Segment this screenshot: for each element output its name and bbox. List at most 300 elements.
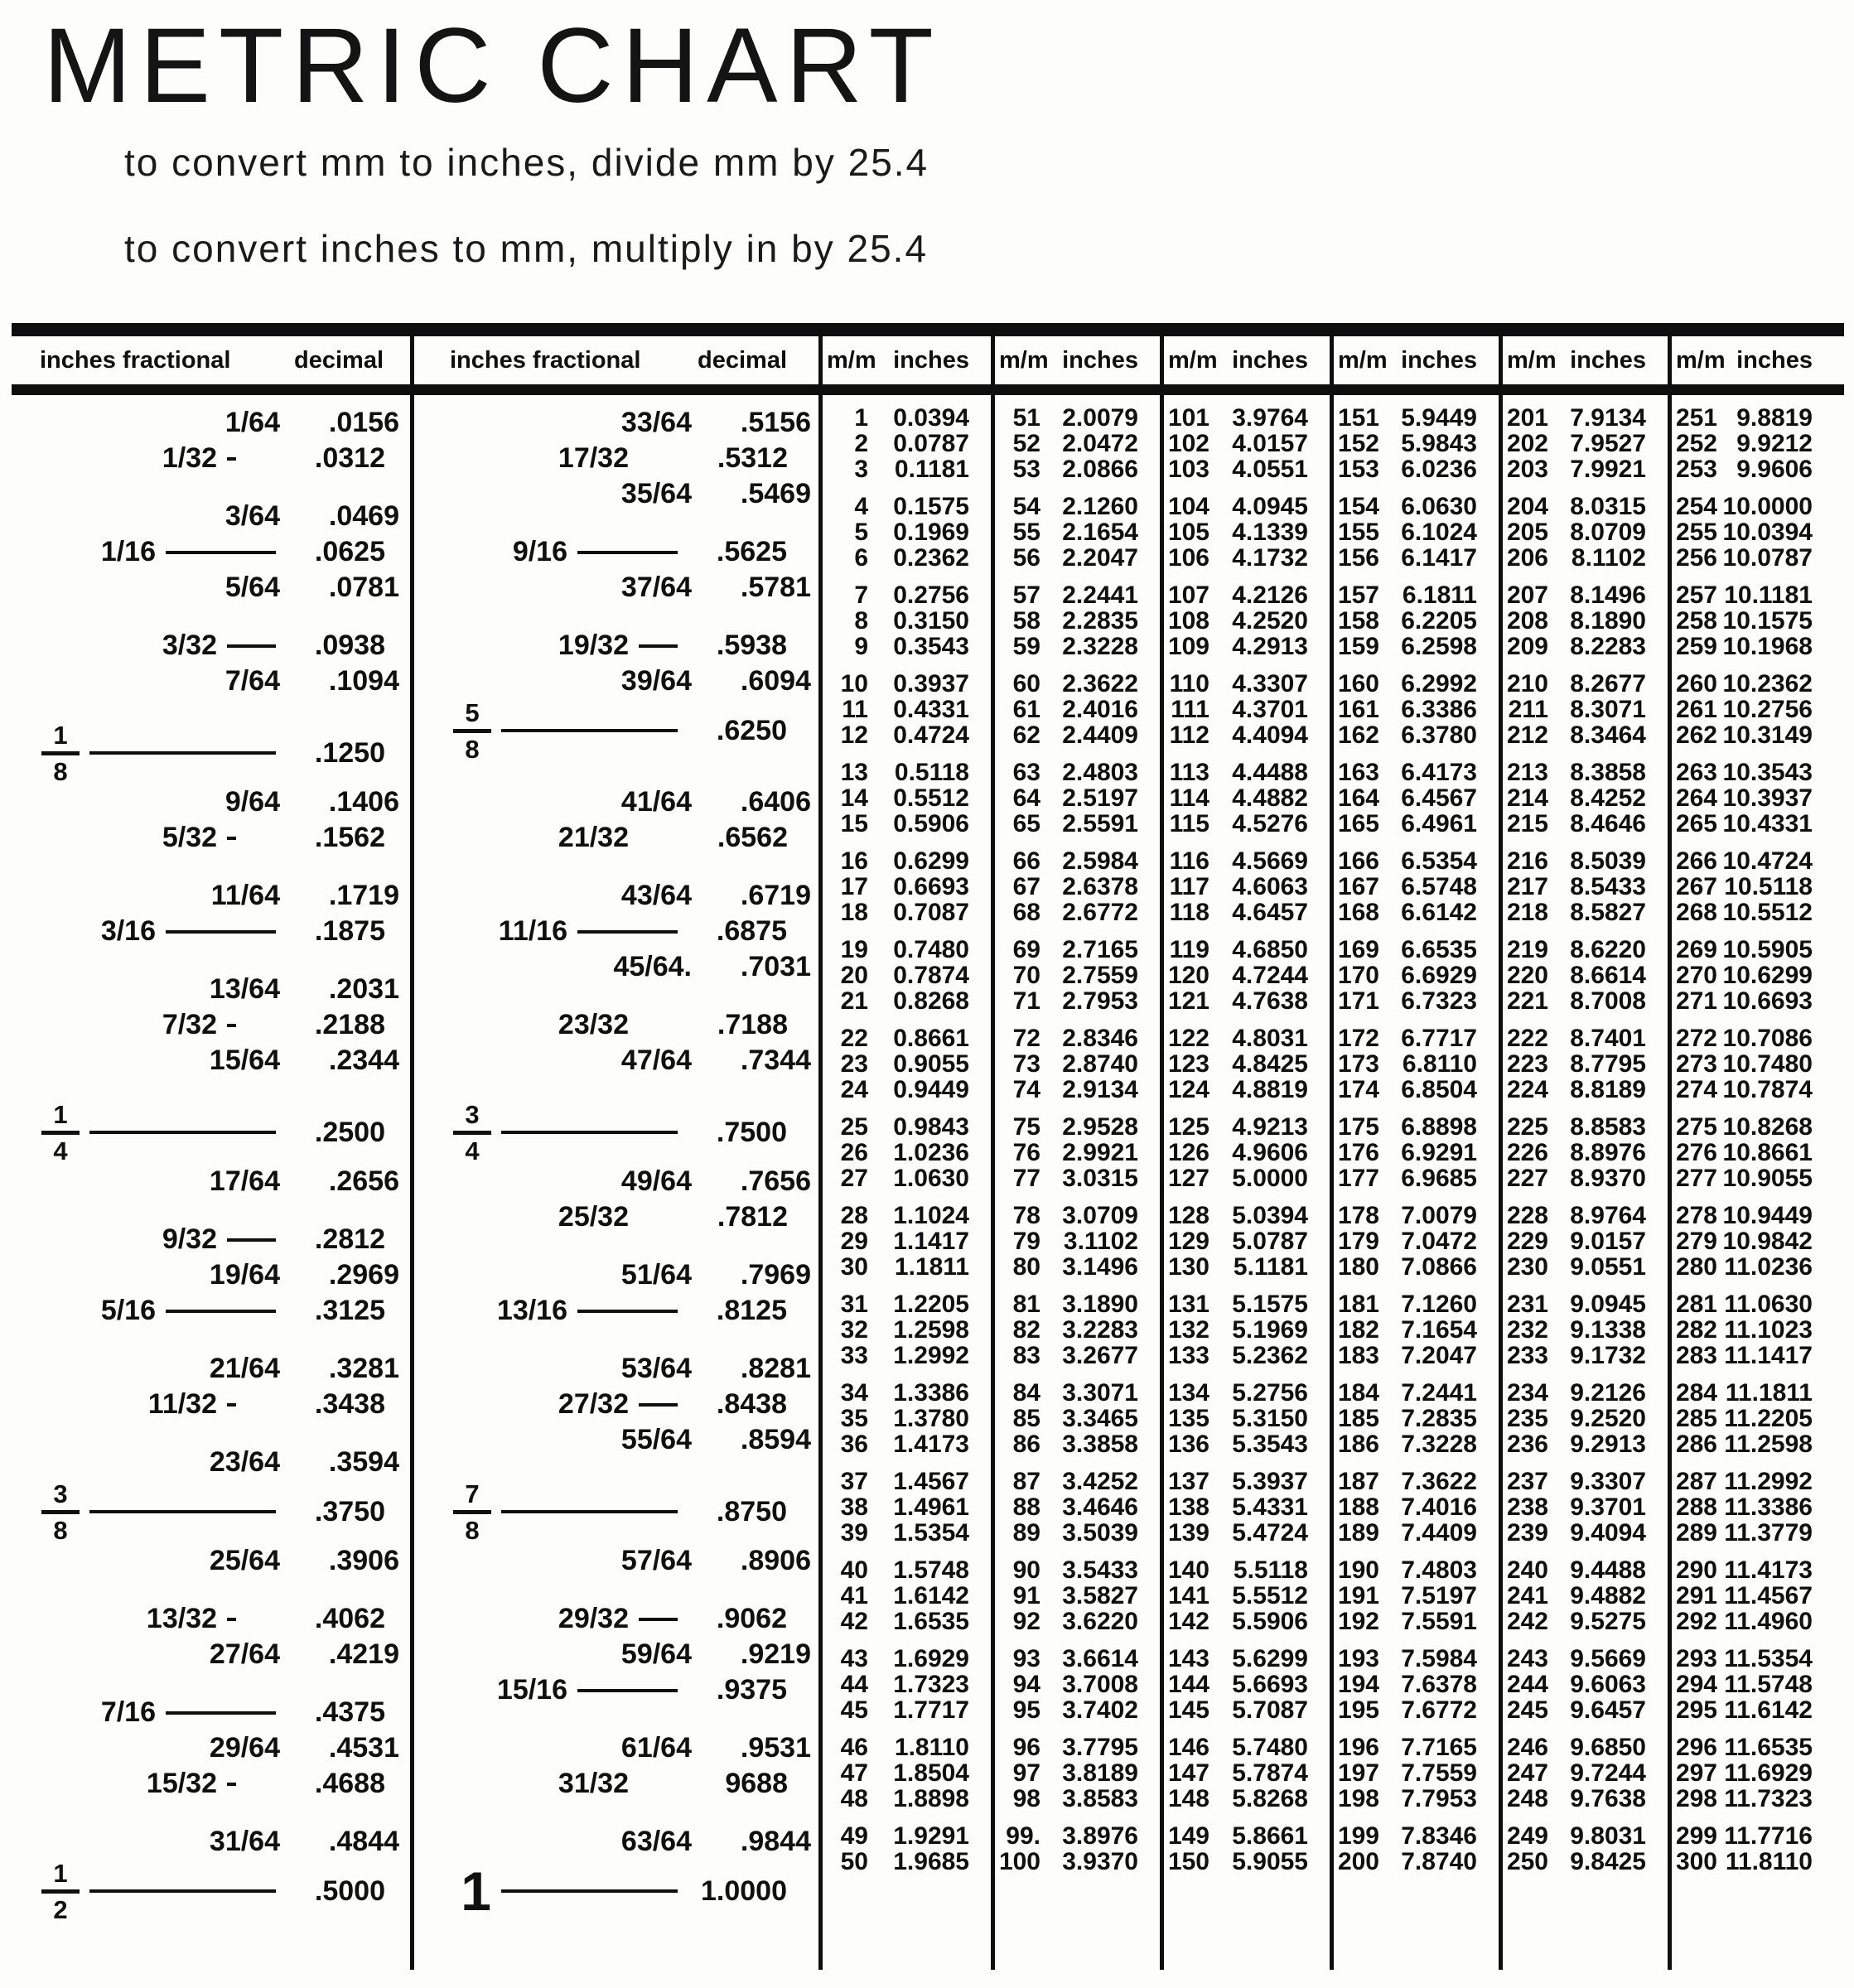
mm-value: 237 (1506, 1467, 1548, 1495)
mm-value: 280 (1675, 1252, 1717, 1281)
mm-value: 201 (1506, 403, 1548, 432)
mm-value: 97 (1012, 1759, 1040, 1787)
mm-group (1161, 671, 1331, 748)
fraction-label: 15/64 (209, 1045, 280, 1076)
header-mm-group (1500, 336, 1669, 384)
mm-value: 4 (854, 492, 868, 520)
mm-row (1500, 1609, 1669, 1634)
inches-value: 0.9843 (893, 1112, 969, 1141)
mm-row (1161, 963, 1331, 988)
mm-value: 12 (840, 721, 868, 749)
mm-group (820, 1735, 992, 1812)
mm-group (820, 1646, 992, 1723)
inches-value: 3.2677 (1062, 1341, 1138, 1369)
mm-value: 263 (1675, 758, 1717, 786)
mm-value: 216 (1506, 847, 1548, 875)
inches-value: 9.8425 (1570, 1847, 1646, 1875)
mm-group (1500, 1203, 1669, 1280)
inches-value: 1.2205 (893, 1290, 969, 1318)
fraction-row (0, 441, 412, 476)
mm-row (1500, 1406, 1669, 1431)
inches-value: 7.3228 (1401, 1430, 1477, 1458)
mm-value: 135 (1167, 1404, 1209, 1432)
inches-value: 5.7087 (1232, 1696, 1308, 1724)
fraction-label: 9/32 (162, 1223, 217, 1255)
mm-value: 291 (1675, 1581, 1717, 1609)
leader-line (639, 644, 678, 648)
mm-row (1331, 1583, 1500, 1609)
mm-row (1669, 1203, 1854, 1228)
fraction-label: 11/64 (210, 880, 280, 911)
mm-row (1500, 848, 1669, 874)
mm-row (1500, 1786, 1669, 1812)
inches-value: 11.4960 (1724, 1607, 1813, 1635)
mm-row (992, 785, 1161, 811)
mm-value: 281 (1675, 1290, 1717, 1318)
mm-value: 1 (854, 403, 868, 432)
mm-value: 115 (1169, 809, 1209, 837)
mm-value: 178 (1337, 1201, 1379, 1229)
mm-row (820, 1380, 992, 1406)
inches-value: 10.1181 (1724, 581, 1813, 609)
mm-group (1331, 1735, 1500, 1812)
mm-value: 50 (840, 1847, 868, 1875)
mm-value: 209 (1506, 632, 1548, 660)
inches-value: 4.4094 (1232, 721, 1308, 749)
fraction-label: 37/64 (620, 572, 692, 603)
mm-row (1669, 1823, 1854, 1849)
stacked-numerator: 1 (53, 1099, 68, 1129)
stacked-fraction (453, 1099, 491, 1165)
mm-row (1331, 634, 1500, 659)
header-mm-group (820, 336, 992, 384)
mm-group (992, 1025, 1161, 1103)
mm-value: 13 (840, 758, 868, 786)
inches-value: 6.9291 (1401, 1138, 1477, 1166)
inches-value: 0.9449 (893, 1075, 969, 1103)
inches-value: 6.0630 (1401, 492, 1477, 520)
mm-row (1669, 874, 1854, 900)
mm-row (820, 874, 992, 900)
inches-value: 11.1417 (1724, 1341, 1813, 1369)
mm-row (1500, 1520, 1669, 1546)
decimal-value: .1875 (314, 915, 385, 947)
mm-row (1161, 1786, 1331, 1812)
mm-row (1161, 1672, 1331, 1697)
mm-row (1500, 545, 1669, 571)
decimal-value: .4688 (314, 1768, 385, 1799)
mm-group (820, 671, 992, 748)
mm-row (1500, 1494, 1669, 1520)
inches-value: 5.3150 (1232, 1404, 1308, 1432)
inches-value: 10.1968 (1722, 632, 1813, 660)
fraction-group (412, 1101, 820, 1235)
mm-row (1669, 405, 1854, 431)
mm-value: 287 (1675, 1467, 1717, 1495)
inches-value: 5.0787 (1232, 1227, 1308, 1255)
mm-group (1331, 1114, 1500, 1191)
inches-value: 3.8976 (1062, 1822, 1138, 1850)
mm-row (1500, 1343, 1669, 1368)
mm-row (1500, 634, 1669, 659)
decimal-value: .0156 (328, 407, 399, 438)
inches-value: 0.5512 (893, 784, 969, 812)
mm-column-1 (820, 405, 992, 1886)
inches-value: 8.8189 (1570, 1075, 1646, 1103)
fraction-row (412, 820, 820, 856)
mm-value: 110 (1169, 669, 1209, 697)
inches-value: 7.5591 (1401, 1607, 1477, 1635)
mm-value: 282 (1675, 1315, 1717, 1344)
inches-value: 5.4331 (1232, 1493, 1308, 1521)
mm-row (1161, 1140, 1331, 1165)
inches-value: 9.9606 (1736, 455, 1813, 483)
inches-value: 0.3543 (893, 632, 969, 660)
mm-value: 15 (840, 809, 868, 837)
mm-value: 233 (1506, 1341, 1548, 1369)
inches-value: 9.2913 (1570, 1430, 1646, 1458)
mm-row (820, 1228, 992, 1254)
inches-value: 0.2756 (893, 581, 969, 609)
leader-line (577, 1689, 678, 1692)
mm-row (992, 848, 1161, 874)
mm-group (1500, 1291, 1669, 1368)
mm-value: 76 (1012, 1138, 1040, 1166)
fractional-header-label: inches fractional (40, 346, 231, 374)
fraction-label: 21/64 (209, 1353, 280, 1384)
mm-row (1331, 1760, 1500, 1786)
inches-value: 3.4646 (1062, 1493, 1138, 1521)
mm-column-4 (1331, 405, 1500, 1886)
mm-value: 195 (1337, 1696, 1379, 1724)
inches-value: 7.1260 (1401, 1290, 1477, 1318)
fraction-row (412, 1766, 820, 1802)
fraction-group (412, 1480, 820, 1579)
mm-value: 117 (1169, 872, 1209, 900)
fraction-label: 31/32 (558, 1768, 629, 1799)
inches-value: 6.2598 (1401, 632, 1477, 660)
mm-value: 56 (1012, 543, 1040, 572)
mm-value: 8 (854, 606, 868, 635)
decimal-value: .7812 (717, 1201, 788, 1233)
mm-value: 100 (998, 1847, 1040, 1875)
mm-row (1331, 1735, 1500, 1760)
mm-row (1500, 671, 1669, 697)
mm-value: 229 (1506, 1227, 1548, 1255)
mm-row (820, 1520, 992, 1546)
mm-row (1669, 671, 1854, 697)
mm-group (1500, 582, 1669, 659)
mm-row (1500, 785, 1669, 811)
inches-value: 8.9764 (1570, 1201, 1646, 1229)
mm-row (1161, 1317, 1331, 1343)
leader-line (227, 1024, 236, 1027)
mm-row (1500, 1849, 1669, 1875)
inches-value: 8.2283 (1570, 632, 1646, 660)
inches-value: 9.0157 (1570, 1227, 1646, 1255)
inches-value: 9.6063 (1570, 1670, 1646, 1698)
fraction-label: 25/32 (558, 1201, 629, 1233)
mm-group (1669, 582, 1854, 659)
mm-row (1500, 1380, 1669, 1406)
mm-value: 188 (1337, 1493, 1379, 1521)
mm-value: 64 (1012, 784, 1040, 812)
mm-row (1500, 1646, 1669, 1672)
mm-row (992, 697, 1161, 722)
mm-row (1161, 671, 1331, 697)
mm-group (992, 848, 1161, 925)
mm-value: 75 (1012, 1112, 1040, 1141)
fraction-label: 27/32 (558, 1388, 629, 1420)
inches-value: 4.3307 (1232, 669, 1308, 697)
inches-value: 6.1417 (1401, 543, 1477, 572)
inches-value: 3.1890 (1062, 1290, 1138, 1318)
metric-table (0, 323, 1854, 1945)
mm-row (1669, 494, 1854, 519)
inches-value: 2.2047 (1062, 543, 1138, 572)
mm-row (1161, 722, 1331, 748)
mm-group (1331, 1469, 1500, 1546)
mm-row (1669, 1165, 1854, 1191)
mm-row (1161, 1646, 1331, 1672)
mm-row (992, 1583, 1161, 1609)
table-body (0, 395, 1854, 1945)
mm-row (1161, 519, 1331, 545)
inches-value: 3.7402 (1062, 1696, 1138, 1724)
mm-row (820, 785, 992, 811)
inches-value: 8.4252 (1570, 784, 1646, 812)
mm-value: 30 (840, 1252, 868, 1281)
inches-value: 2.7953 (1062, 987, 1138, 1015)
inches-value: 1.4567 (893, 1467, 969, 1495)
fraction-label: 57/64 (620, 1545, 692, 1576)
mm-group (992, 1646, 1161, 1723)
fraction-label: 19/64 (209, 1259, 280, 1291)
mm-header-label: m/m (1168, 346, 1218, 374)
fraction-row (0, 1101, 412, 1164)
stacked-denominator: 4 (53, 1136, 68, 1165)
mm-row (1331, 760, 1500, 785)
mm-value: 221 (1506, 987, 1548, 1015)
mm-row (1500, 1165, 1669, 1191)
mm-row (820, 1051, 992, 1077)
mm-row (1669, 1406, 1854, 1431)
stacked-denominator: 8 (53, 1515, 68, 1545)
fraction-row (412, 1543, 820, 1579)
decimal-value: .1250 (314, 736, 385, 769)
inches-value: 4.3701 (1232, 695, 1308, 723)
fraction-label: 27/64 (209, 1638, 280, 1670)
mm-value: 57 (1012, 581, 1040, 609)
mm-row (820, 848, 992, 874)
decimal-value: .2500 (314, 1116, 385, 1148)
mm-header-label: m/m (999, 346, 1049, 374)
inches-value: 11.1811 (1725, 1378, 1813, 1407)
mm-row (820, 900, 992, 925)
stacked-denominator: 2 (53, 1894, 68, 1924)
fraction-label: 15/32 (146, 1768, 217, 1799)
inches-value: 6.8898 (1401, 1112, 1477, 1141)
mm-group (992, 1469, 1161, 1546)
inches-value: 9.2126 (1570, 1378, 1646, 1407)
mm-value: 239 (1506, 1518, 1548, 1546)
mm-row (1669, 456, 1854, 482)
inches-value: 11.6535 (1724, 1733, 1813, 1761)
mm-row (820, 634, 992, 659)
mm-row (820, 1077, 992, 1103)
decimal-value: .7969 (740, 1259, 811, 1291)
inches-value: 11.6929 (1724, 1759, 1813, 1787)
inches-value: 0.6299 (893, 847, 969, 875)
mm-group (820, 1025, 992, 1103)
inches-value: 7.7953 (1401, 1784, 1477, 1812)
mm-group (1331, 582, 1500, 659)
inches-value: 1.6142 (893, 1581, 969, 1609)
mm-group (820, 1469, 992, 1546)
mm-row (1331, 1849, 1500, 1875)
fraction-label: 53/64 (620, 1353, 692, 1384)
inches-value: 4.9606 (1232, 1138, 1308, 1166)
mm-row (1161, 1823, 1331, 1849)
inches-header-label: inches (893, 346, 969, 374)
inches-value: 3.8583 (1062, 1784, 1138, 1812)
mm-group (1669, 1469, 1854, 1546)
inches-value: 8.3858 (1570, 758, 1646, 786)
decimal-value: .1562 (314, 822, 385, 853)
decimal-value: .3438 (314, 1388, 385, 1420)
fractional-header-label: inches fractional (450, 346, 641, 374)
mm-value: 95 (1012, 1696, 1040, 1724)
fraction-group (412, 1824, 820, 1923)
mm-value: 270 (1675, 961, 1717, 989)
fraction-label (0, 1860, 80, 1923)
leader-line (89, 1131, 276, 1134)
mm-row (1331, 963, 1500, 988)
inches-value: 11.3386 (1724, 1493, 1813, 1521)
mm-row (1331, 1317, 1500, 1343)
decimal-value: .2188 (314, 1009, 385, 1040)
fraction-label: 29/32 (558, 1603, 629, 1634)
leader-line (577, 1310, 678, 1313)
mm-value: 147 (1167, 1759, 1209, 1787)
mm-value: 153 (1337, 455, 1379, 483)
mm-value: 131 (1167, 1290, 1209, 1318)
mm-value: 198 (1337, 1784, 1379, 1812)
leader-line (501, 729, 678, 732)
fraction-row (0, 663, 412, 699)
mm-row (1161, 545, 1331, 571)
fraction-row (0, 499, 412, 534)
mm-value: 251 (1675, 403, 1717, 432)
mm-value: 269 (1675, 935, 1717, 963)
fraction-group (0, 1351, 412, 1422)
mm-column-3 (1161, 405, 1331, 1886)
mm-row (1331, 1343, 1500, 1368)
mm-row (1669, 785, 1854, 811)
mm-value: 267 (1675, 872, 1717, 900)
mm-value: 290 (1675, 1556, 1717, 1584)
mm-row (992, 634, 1161, 659)
mm-value: 67 (1012, 872, 1040, 900)
mm-row (1161, 1520, 1331, 1546)
mm-value: 98 (1012, 1784, 1040, 1812)
decimal-value: .5312 (717, 442, 788, 474)
mm-group (1500, 1469, 1669, 1546)
inches-value: 6.7323 (1401, 987, 1477, 1015)
mm-value: 31 (840, 1290, 868, 1318)
stacked-fraction (41, 1481, 80, 1543)
mm-row (1161, 1406, 1331, 1431)
mm-group (820, 405, 992, 482)
mm-value: 136 (1167, 1430, 1209, 1458)
mm-value: 194 (1337, 1670, 1379, 1698)
mm-row (820, 811, 992, 837)
mm-row (820, 1786, 992, 1812)
mm-column-5 (1500, 405, 1669, 1886)
mm-group (820, 1203, 992, 1280)
mm-value: 99. (1006, 1822, 1040, 1850)
stacked-fraction (41, 1099, 80, 1165)
fraction-row (0, 1351, 412, 1387)
mm-value: 293 (1675, 1644, 1717, 1672)
inches-value: 11.4173 (1724, 1556, 1813, 1584)
inches-value: 7.8346 (1401, 1822, 1477, 1850)
decimal-value: .0469 (328, 500, 399, 532)
mm-value: 96 (1012, 1733, 1040, 1761)
inches-value: 10.5512 (1722, 898, 1813, 926)
fraction-row (412, 1101, 820, 1164)
mm-row (1500, 1583, 1669, 1609)
inches-value: 11.5354 (1724, 1644, 1813, 1672)
fraction-group (0, 1601, 412, 1672)
mm-row (1669, 760, 1854, 785)
mm-value: 262 (1675, 721, 1717, 749)
fraction-label: 3/32 (162, 630, 217, 661)
fraction-row (412, 1293, 820, 1329)
fraction-row (412, 914, 820, 949)
mm-row (992, 545, 1161, 571)
mm-value: 213 (1506, 758, 1548, 786)
mm-value: 220 (1506, 961, 1548, 989)
mm-value: 29 (840, 1227, 868, 1255)
mm-group (1161, 848, 1331, 925)
mm-value: 169 (1337, 935, 1379, 963)
inches-value: 7.9527 (1570, 429, 1646, 457)
mm-value: 123 (1167, 1049, 1209, 1078)
mm-value: 48 (840, 1784, 868, 1812)
mm-group (1161, 582, 1331, 659)
mm-row (992, 1823, 1161, 1849)
mm-row (820, 1557, 992, 1583)
inches-value: 9.2520 (1570, 1404, 1646, 1432)
inches-value: 7.2441 (1401, 1378, 1477, 1407)
inches-value: 9.3701 (1570, 1493, 1646, 1521)
inches-value: 2.5591 (1062, 809, 1138, 837)
mm-group (1500, 937, 1669, 1014)
mm-row (1331, 1672, 1500, 1697)
mm-row (1500, 1203, 1669, 1228)
mm-value: 210 (1506, 669, 1548, 697)
mm-row (1331, 697, 1500, 722)
inches-value: 8.3071 (1570, 695, 1646, 723)
mm-row (1669, 431, 1854, 456)
mm-row (1500, 519, 1669, 545)
inches-value: 0.4724 (893, 721, 969, 749)
fraction-row (0, 1824, 412, 1860)
inches-value: 11.2205 (1724, 1404, 1813, 1432)
leader-line (501, 1131, 678, 1134)
mm-value: 232 (1506, 1315, 1548, 1344)
